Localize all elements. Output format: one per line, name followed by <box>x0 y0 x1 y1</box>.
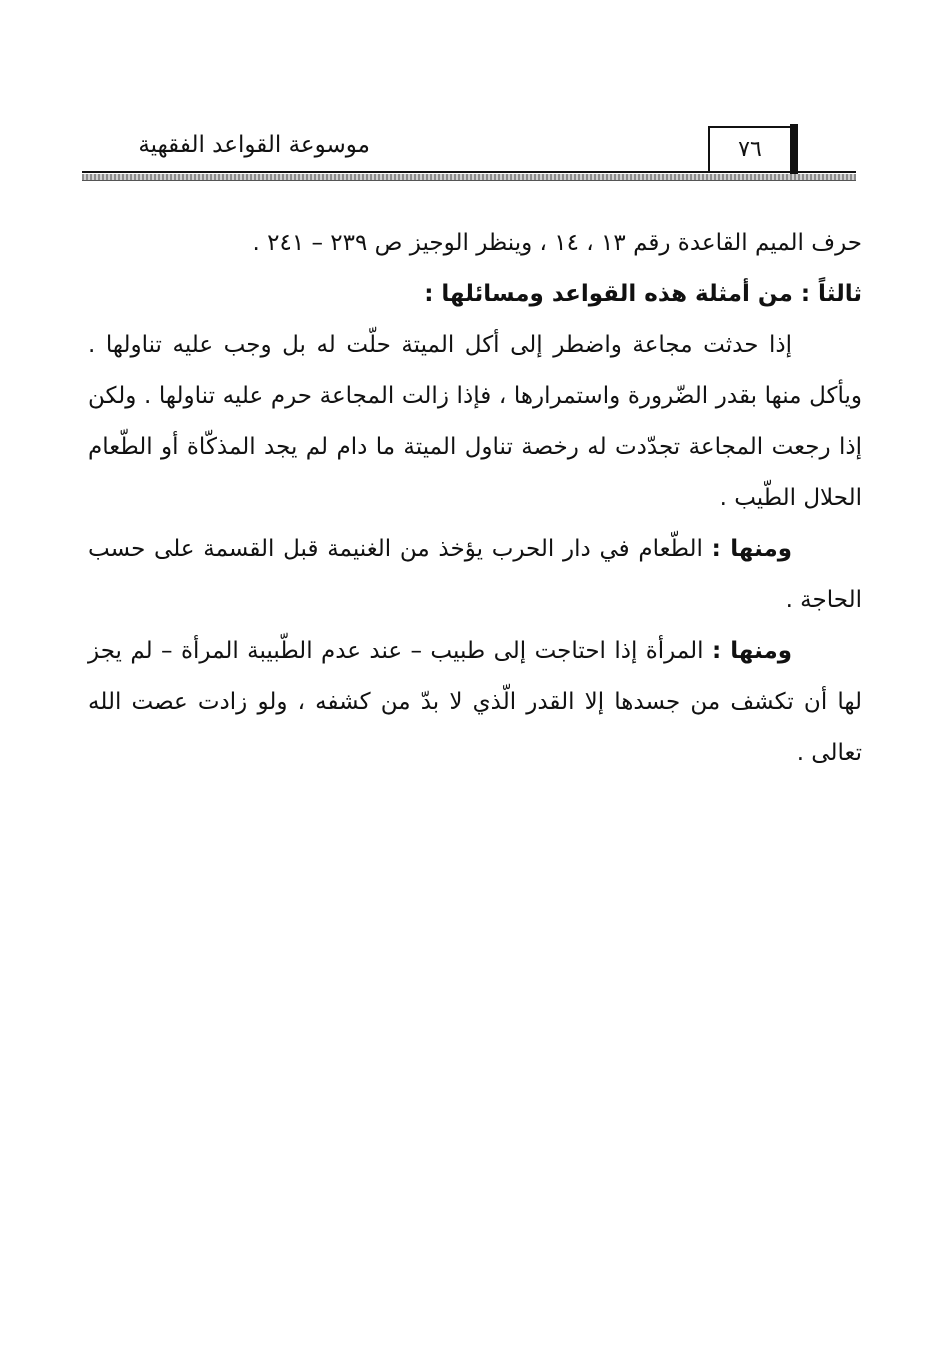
running-title: موسوعة القواعد الفقهية <box>138 132 370 158</box>
paragraph-3-text: المرأة إذا احتاجت إلى طبيب – عند عدم الطّبيبة المرأة – لم يجز لها أن تكشف من جسدها إلا القدر الّذي لا بدّ من كشفه ، ولو زادت عصت الله تعالى . <box>88 638 862 766</box>
page-body <box>88 218 862 779</box>
header-rule <box>82 171 856 173</box>
paragraph-2-text: الطّعام في دار الحرب يؤخذ من الغنيمة قبل القسمة على حسب الحاجة . <box>88 536 862 613</box>
paragraph-2 <box>88 524 862 626</box>
paragraph-1: إذا حدثت مجاعة واضطر إلى أكل الميتة حلّت له بل وجب عليه تناولها . ويأكل منها بقدر الضّرورة واستمرارها ، فإذا زالت المجاعة حرم عليه تناولها . ولكن إذا رجعت المجاعة تجدّدت له رخصة تناول الميتة ما دام لم يجد المذكّاة أو الطّعام الحلال الطّيب . <box>88 332 862 511</box>
paragraph-3 <box>88 626 862 779</box>
reference-line: حرف الميم القاعدة رقم ١٣ ، ١٤ ، وينظر الوجيز ص ٢٣٩ – ٢٤١ . <box>252 230 862 256</box>
paragraph-2-lead: ومنها : <box>711 536 793 562</box>
paragraph-3-lead: ومنها : <box>711 638 793 664</box>
page-header <box>82 124 856 182</box>
section-heading: ثالثاً : من أمثلة هذه القواعد ومسائلها : <box>424 281 862 307</box>
page-number: ٧٦ <box>708 126 790 172</box>
header-rule-band <box>82 174 856 181</box>
